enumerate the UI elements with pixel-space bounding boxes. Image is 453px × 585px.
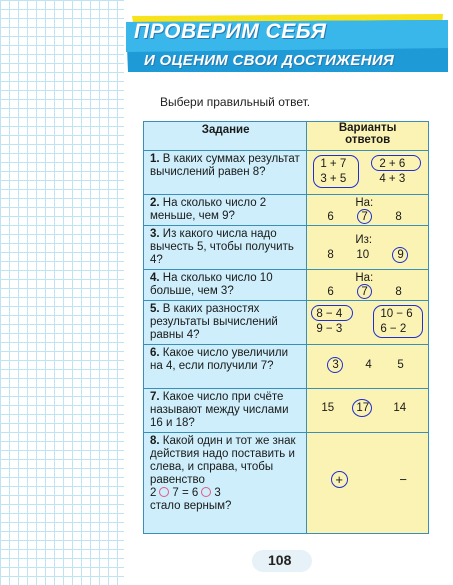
table-row bbox=[144, 151, 429, 195]
task-text: Из какого числа надо вычесть 5, чтобы получить 4? bbox=[150, 228, 294, 266]
option[interactable]: 9 − 3 bbox=[316, 323, 343, 335]
option[interactable]: − bbox=[399, 472, 407, 487]
option-prefix: На: bbox=[355, 272, 374, 284]
instruction-text: Выбери правильный ответ. bbox=[160, 95, 311, 109]
answer-cell bbox=[307, 151, 429, 195]
task-text: Какое число увеличили на 4, если получили 7? bbox=[150, 347, 289, 372]
option[interactable]: 3 + 5 bbox=[320, 173, 347, 185]
table-row bbox=[144, 389, 429, 433]
task-number: 8. bbox=[150, 435, 160, 447]
option[interactable]: 1 + 7 bbox=[320, 158, 347, 170]
task-text: На сколько число 10 больше, чем 3? bbox=[150, 272, 273, 297]
option[interactable]: 5 bbox=[397, 359, 404, 371]
answer-cell bbox=[307, 301, 429, 345]
option[interactable]: 9 bbox=[397, 249, 404, 261]
blank-circle-icon[interactable] bbox=[201, 487, 211, 497]
equation-part: 3 bbox=[214, 487, 221, 499]
page-number: 108 bbox=[268, 552, 292, 568]
table-row bbox=[144, 301, 429, 345]
option[interactable]: 4 bbox=[365, 359, 372, 371]
option[interactable]: 7 bbox=[361, 211, 368, 223]
table-header-row bbox=[144, 122, 429, 151]
option[interactable]: 4 + 3 bbox=[379, 173, 406, 185]
grid-paper-margin bbox=[0, 0, 128, 585]
task-number: 1. bbox=[150, 153, 160, 165]
task-text: В каких суммах результат вычислений равен 8? bbox=[150, 153, 300, 178]
option[interactable]: 10 − 6 bbox=[380, 308, 413, 320]
option[interactable]: 7 bbox=[361, 286, 368, 298]
option-prefix: На: bbox=[355, 197, 374, 209]
option[interactable]: 10 bbox=[356, 249, 370, 261]
blank-circle-icon[interactable] bbox=[159, 487, 169, 497]
option-prefix: Из: bbox=[355, 234, 373, 246]
table-row bbox=[144, 345, 429, 389]
task-text: На сколько число 2 меньше, чем 9? bbox=[150, 197, 267, 222]
option[interactable]: 8 bbox=[327, 249, 334, 261]
answer-cell bbox=[307, 195, 429, 226]
equation-part: 2 bbox=[150, 487, 157, 499]
task-text: В каких разностях результаты вычислений равны 4? bbox=[150, 303, 278, 341]
table-row bbox=[144, 226, 429, 270]
page-title: ПРОВЕРИМ СЕБЯ bbox=[134, 20, 327, 43]
option[interactable]: 15 bbox=[321, 402, 335, 414]
task-cell bbox=[144, 301, 307, 345]
task-text: Какой один и тот же знак действия надо поставить и слева, и справа, чтобы равенство bbox=[150, 435, 296, 486]
task-text-end: стало верным? bbox=[150, 500, 232, 512]
option[interactable]: 6 bbox=[327, 286, 334, 298]
task-cell bbox=[144, 389, 307, 433]
option[interactable]: 2 + 6 bbox=[379, 158, 406, 170]
option[interactable]: 8 bbox=[395, 211, 402, 223]
header-answers: Варианты ответов bbox=[307, 122, 429, 151]
answer-cell bbox=[307, 345, 429, 389]
option[interactable]: 6 bbox=[327, 211, 334, 223]
option[interactable]: + bbox=[335, 472, 343, 487]
answer-cell bbox=[307, 270, 429, 301]
page-subtitle: И ОЦЕНИМ СВОИ ДОСТИЖЕНИЯ bbox=[144, 52, 395, 69]
answer-cell bbox=[307, 389, 429, 433]
option[interactable]: 3 bbox=[332, 359, 339, 371]
task-cell bbox=[144, 345, 307, 389]
task-cell bbox=[144, 226, 307, 270]
option[interactable]: 8 bbox=[395, 286, 402, 298]
header-task: Задание bbox=[144, 122, 307, 151]
task-cell bbox=[144, 270, 307, 301]
table-row bbox=[144, 270, 429, 301]
task-number: 5. bbox=[150, 303, 160, 315]
task-cell bbox=[144, 433, 307, 534]
option[interactable]: 14 bbox=[393, 402, 407, 414]
option[interactable]: 17 bbox=[356, 402, 370, 414]
task-number: 6. bbox=[150, 347, 160, 359]
task-number: 7. bbox=[150, 391, 160, 403]
table-row bbox=[144, 433, 429, 534]
task-text: Какое число при счёте называют между числами 16 и 18? bbox=[150, 391, 289, 429]
quiz-table bbox=[143, 121, 429, 534]
task-number: 2. bbox=[150, 197, 160, 209]
option[interactable]: 8 − 4 bbox=[316, 308, 343, 320]
option[interactable]: 6 − 2 bbox=[380, 323, 407, 335]
task-cell bbox=[144, 195, 307, 226]
answer-cell bbox=[307, 226, 429, 270]
task-number: 3. bbox=[150, 228, 160, 240]
task-cell bbox=[144, 151, 307, 195]
table-row bbox=[144, 195, 429, 226]
equation bbox=[150, 487, 221, 499]
task-number: 4. bbox=[150, 272, 160, 284]
answer-cell bbox=[307, 433, 429, 534]
equation-part: 7 = 6 bbox=[172, 487, 199, 499]
